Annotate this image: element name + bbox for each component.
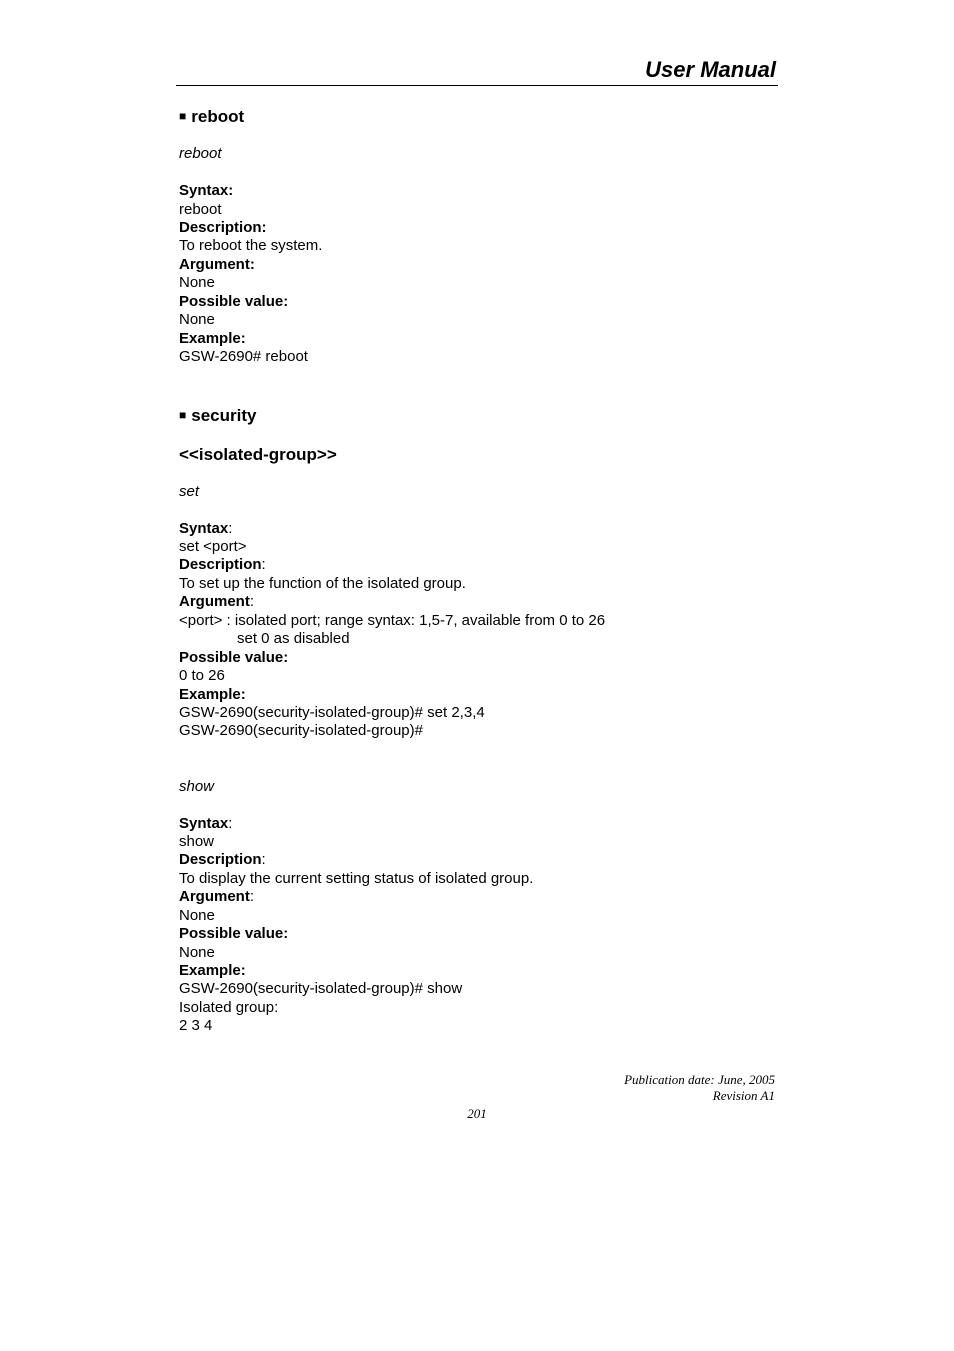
subsection-heading: <<isolated-group>> [179, 445, 337, 464]
argument-label: Argument: [179, 256, 255, 273]
description-label: Description: [179, 219, 267, 236]
manual-title: User Manual [645, 57, 776, 82]
description-label: Description: [179, 556, 266, 573]
syntax-value: reboot [179, 201, 222, 218]
header-divider [176, 85, 778, 86]
section-heading-label: reboot [191, 107, 245, 126]
argument-value-continued: set 0 as disabled [237, 630, 350, 647]
syntax-label: Syntax: [179, 520, 233, 537]
syntax-label: Syntax: [179, 815, 233, 832]
argument-value: None [179, 907, 215, 924]
example-line: GSW-2690# reboot [179, 348, 308, 365]
possible-value-label: Possible value: [179, 925, 289, 942]
command-name: reboot [179, 145, 222, 162]
argument-label: Argument: [179, 593, 255, 610]
example-line: GSW-2690(security-isolated-group)# [179, 722, 423, 739]
square-bullet-icon: ■ [179, 109, 187, 123]
possible-value-label: Possible value: [179, 649, 289, 666]
description-value: To reboot the system. [179, 237, 323, 254]
section-heading-label: security [191, 406, 257, 425]
possible-value: 0 to 26 [179, 667, 225, 684]
example-label: Example: [179, 686, 246, 703]
description-label: Description: [179, 851, 266, 868]
example-label: Example: [179, 330, 246, 347]
syntax-value: set <port> [179, 538, 247, 555]
description-value: To set up the function of the isolated group. [179, 575, 466, 592]
example-line: GSW-2690(security-isolated-group)# set 2,3,4 [179, 704, 485, 721]
possible-value-label: Possible value: [179, 293, 289, 310]
possible-value: None [179, 311, 215, 328]
section-heading-security [179, 406, 256, 427]
page-number: 201 [467, 1106, 487, 1121]
argument-value: <port> : isolated port; range syntax: 1,5-7, available from 0 to 26 [179, 612, 606, 629]
section-heading-reboot [179, 107, 244, 128]
publication-date: Publication date: June, 2005 [624, 1072, 775, 1087]
example-label: Example: [179, 962, 246, 979]
example-line: 2 3 4 [179, 1017, 213, 1034]
syntax-label: Syntax: [179, 182, 234, 199]
example-line: Isolated group: [179, 999, 279, 1016]
square-bullet-icon: ■ [179, 408, 187, 422]
possible-value: None [179, 944, 215, 961]
command-name: set [179, 483, 200, 500]
command-name: show [179, 778, 215, 795]
syntax-value: show [179, 833, 215, 850]
example-line: GSW-2690(security-isolated-group)# show [179, 980, 463, 997]
revision: Revision A1 [712, 1088, 775, 1103]
description-value: To display the current setting status of isolated group. [179, 870, 534, 887]
argument-value: None [179, 274, 215, 291]
argument-label: Argument: [179, 888, 255, 905]
